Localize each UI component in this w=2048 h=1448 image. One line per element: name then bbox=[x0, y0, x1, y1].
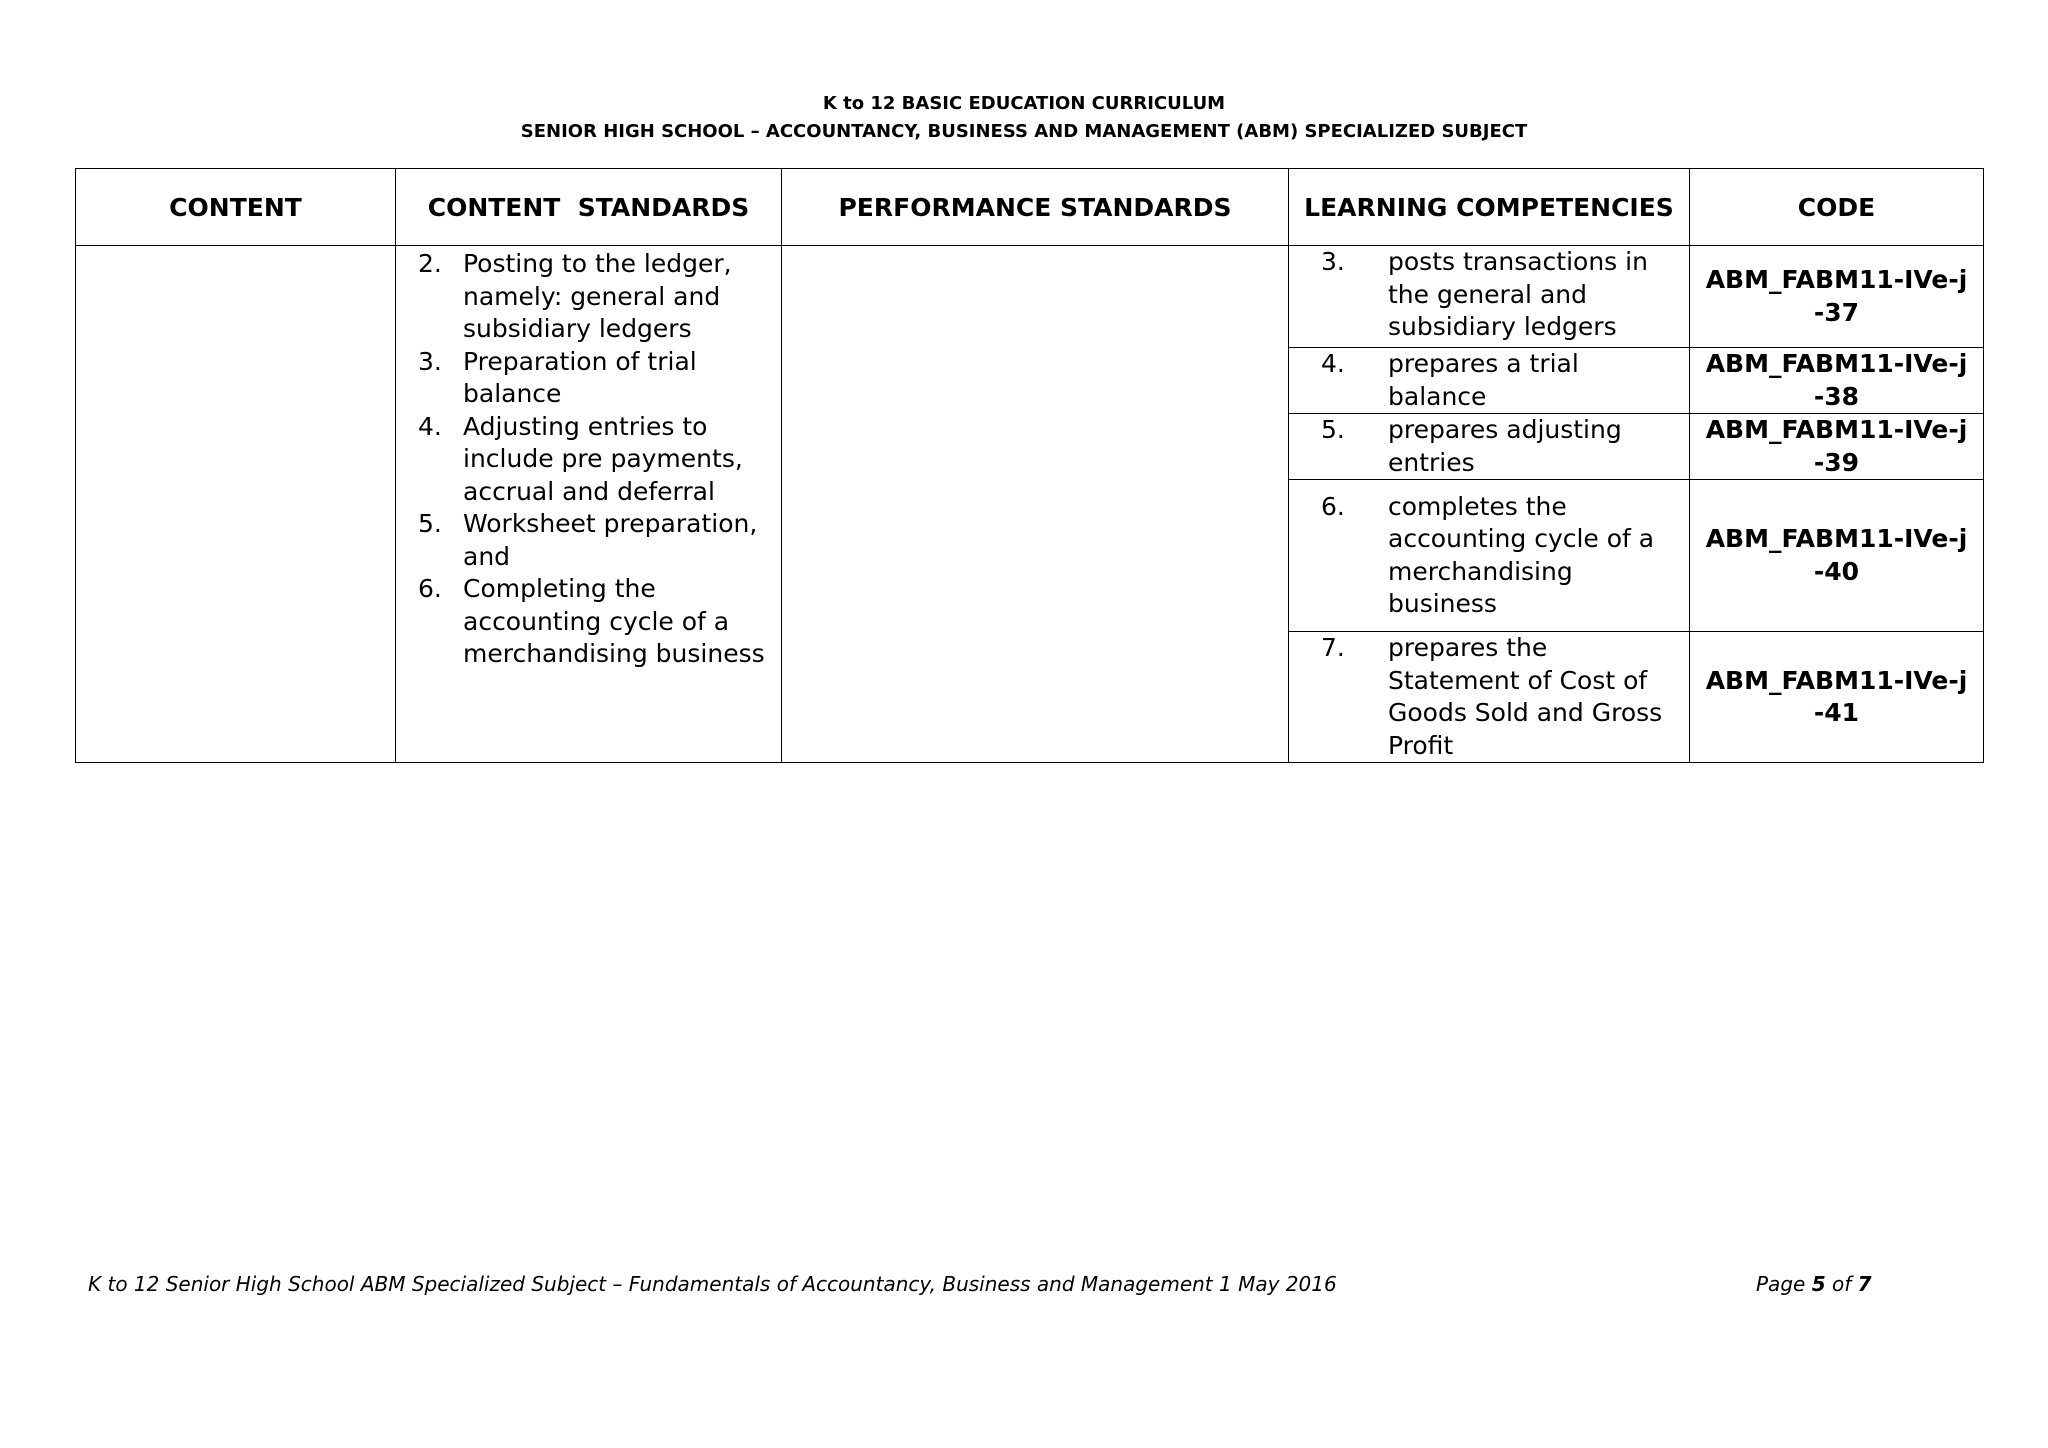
content-standards-cell bbox=[396, 246, 782, 763]
content-cell bbox=[76, 246, 396, 763]
competency-text: posts transactions in the general and subsidiary ledgers bbox=[1388, 247, 1648, 341]
total-pages: 7 bbox=[1857, 1272, 1872, 1296]
table-header-row bbox=[76, 169, 1984, 246]
competency-number: 6. bbox=[1321, 491, 1345, 521]
document-header bbox=[0, 90, 2048, 146]
competency-cell bbox=[1289, 348, 1690, 414]
current-page: 5 bbox=[1811, 1272, 1826, 1296]
list-item: 3. Preparation of trial balance bbox=[418, 346, 697, 408]
competency-text: completes the accounting cycle of a merchandising business bbox=[1388, 491, 1655, 618]
code-cell: ABM_FABM11-IVe-j -40 bbox=[1690, 480, 1984, 632]
competency-text: prepares adjusting entries bbox=[1388, 415, 1622, 477]
competency-cell bbox=[1289, 246, 1690, 348]
competency-number: 3. bbox=[1321, 247, 1345, 276]
col-header-performance-standards: PERFORMANCE STANDARDS bbox=[782, 169, 1289, 246]
header-subtitle: SENIOR HIGH SCHOOL – ACCOUNTANCY, BUSINESS AND MANAGEMENT (ABM) SPECIALIZED SUBJECT bbox=[520, 121, 1528, 142]
list-item: 5. Worksheet preparation, and bbox=[418, 509, 758, 571]
list-item: 6. Completing the accounting cycle of a merchandising business bbox=[418, 574, 765, 668]
competency-cell bbox=[1289, 480, 1690, 632]
competency-number: 7. bbox=[1321, 633, 1345, 662]
table-row bbox=[76, 246, 1984, 348]
competency-cell bbox=[1289, 632, 1690, 763]
code-cell: ABM_FABM11-IVe-j -37 bbox=[1690, 246, 1984, 348]
col-header-content-standards: CONTENT STANDARDS bbox=[396, 169, 782, 246]
header-title: K to 12 BASIC EDUCATION CURRICULUM bbox=[822, 93, 1226, 114]
col-header-content: CONTENT bbox=[76, 169, 396, 246]
code-cell: ABM_FABM11-IVe-j -41 bbox=[1690, 632, 1984, 763]
content-standards-list bbox=[396, 246, 781, 671]
col-header-learning-competencies: LEARNING COMPETENCIES bbox=[1289, 169, 1690, 246]
col-header-code: CODE bbox=[1690, 169, 1984, 246]
competency-number: 4. bbox=[1321, 349, 1345, 378]
competency-text: prepares a trial balance bbox=[1388, 349, 1579, 411]
competency-text: prepares the Statement of Cost of Goods Sold and Gross Profit bbox=[1388, 633, 1663, 760]
list-item: 2. Posting to the ledger, namely: general and subsidiary ledgers bbox=[418, 249, 732, 343]
curriculum-table bbox=[75, 168, 1984, 763]
competency-cell bbox=[1289, 414, 1690, 480]
list-item: 4. Adjusting entries to include pre payments, accrual and deferral bbox=[418, 411, 743, 506]
performance-standards-cell bbox=[782, 246, 1289, 763]
code-cell: ABM_FABM11-IVe-j -38 bbox=[1690, 348, 1984, 414]
code-cell: ABM_FABM11-IVe-j -39 bbox=[1690, 414, 1984, 480]
footer-page-number: Page 5 of 7 bbox=[1756, 1272, 1872, 1296]
footer-document-title: K to 12 Senior High School ABM Specialized Subject – Fundamentals of Accountancy, Business and Management 1 May 2016 bbox=[88, 1272, 1337, 1296]
competency-number: 5. bbox=[1321, 415, 1345, 444]
